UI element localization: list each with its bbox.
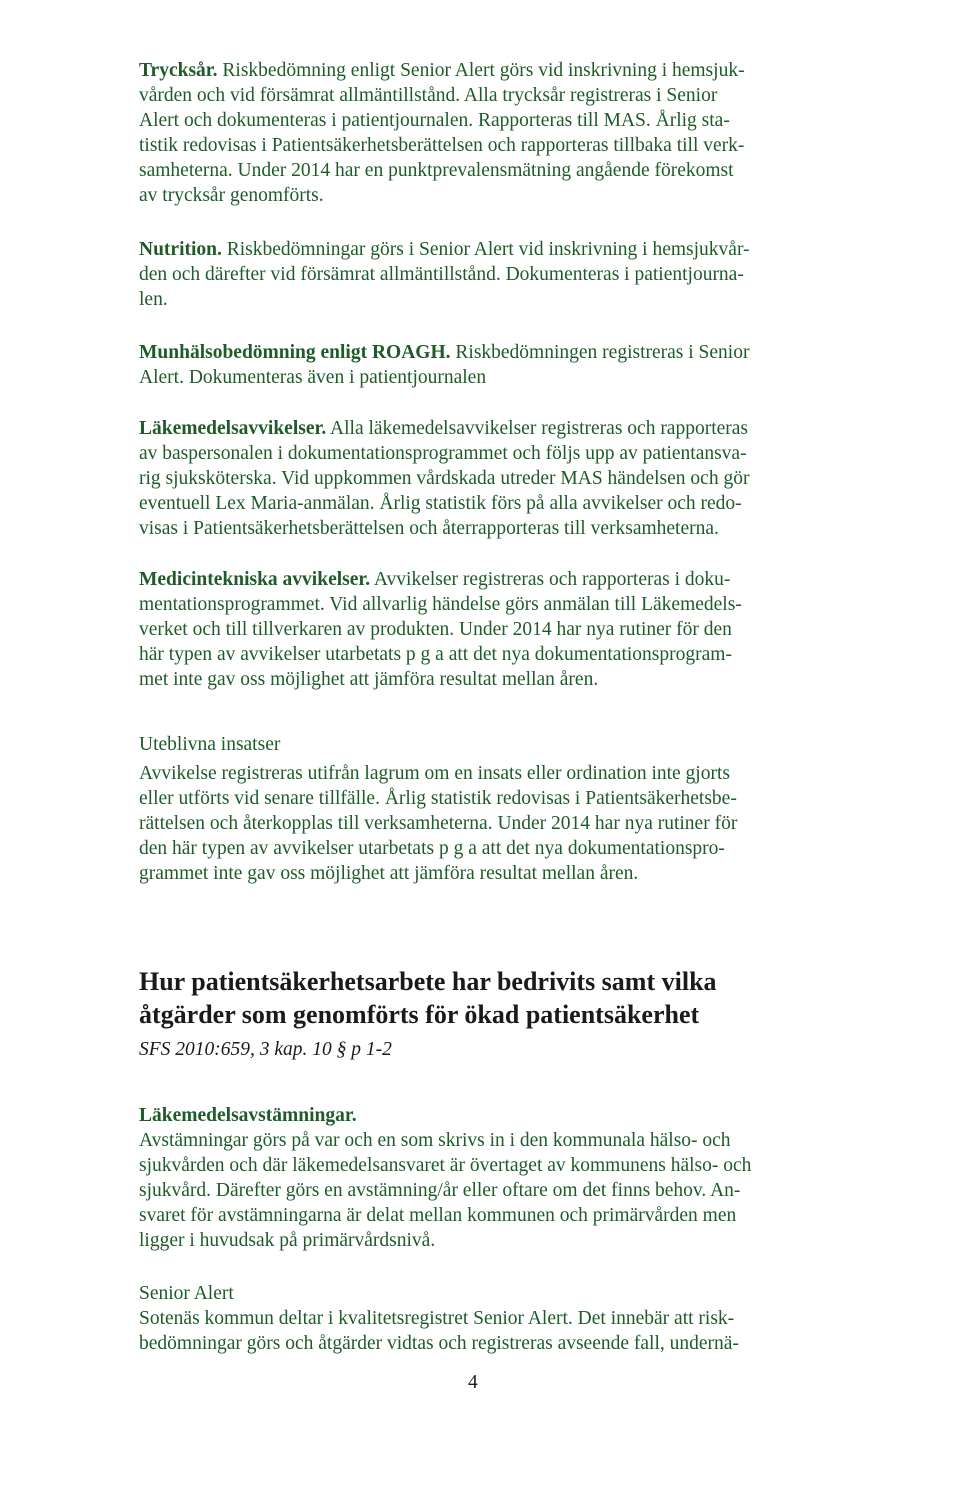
paragraph-line: bedömningar görs och åtgärder vidtas och registreras avseende fall, undernä- <box>139 1333 739 1354</box>
paragraph-line: vården och vid försämrat allmäntillstånd. Alla trycksår registreras i Senior <box>139 85 718 106</box>
paragraph-uteblivna <box>139 761 839 886</box>
section-heading-uteblivna: Uteblivna insatser <box>139 734 281 755</box>
section-heading-senior-alert: Senior Alert <box>139 1283 234 1304</box>
paragraph-line: här typen av avvikelser utarbetats p g a att det nya dokumentationsprogram- <box>139 644 732 665</box>
paragraph-line: met inte gav oss möjlighet att jämföra resultat mellan åren. <box>139 669 599 690</box>
paragraph-line: av baspersonalen i dokumentationsprogrammet och följs upp av patientansva- <box>139 443 747 464</box>
paragraph-line: eller utförts vid senare tillfälle. Årlig statistik redovisas i Patientsäkerhetsbe- <box>139 788 737 809</box>
paragraph-line: visas i Patientsäkerhetsberättelsen och återrapporteras till verksamheterna. <box>139 518 719 539</box>
paragraph-line: den och därefter vid försämrat allmäntillstånd. Dokumenteras i patientjourna- <box>139 264 744 285</box>
paragraph-line: den här typen av avvikelser utarbetats p g a att det nya dokumentationspro- <box>139 838 725 859</box>
paragraph-line: rättelsen och återkopplas till verksamheterna. Under 2014 har nya rutiner för <box>139 813 738 834</box>
paragraph-senior-alert <box>139 1306 839 1356</box>
paragraph-line: rig sjuksköterska. Vid uppkommen vårdskada utreder MAS händelsen och gör <box>139 468 750 489</box>
paragraph-line: sjukvård. Därefter görs en avstämning/år eller oftare om det finns behov. An- <box>139 1180 741 1201</box>
paragraph-line: ligger i huvudsak på primärvårdsnivå. <box>139 1230 436 1251</box>
paragraph-lead: Medicintekniska avvikelser. <box>139 569 371 590</box>
paragraph-line: Sotenäs kommun deltar i kvalitetsregistret Senior Alert. Det innebär att risk- <box>139 1308 735 1329</box>
paragraph-line: Alert. Dokumenteras även i patientjournalen <box>139 367 487 388</box>
paragraph-line: Trycksår. Riskbedömning enligt Senior Alert görs vid inskrivning i hemsjuk- <box>139 60 745 81</box>
paragraph-line: Avvikelse registreras utifrån lagrum om en insats eller ordination inte gjorts <box>139 763 730 784</box>
paragraph-nutrition <box>139 237 839 312</box>
paragraph-lakemedelsavstamningar <box>139 1128 839 1253</box>
paragraph-line: Nutrition. Riskbedömningar görs i Senior Alert vid inskrivning i hemsjukvår- <box>139 239 750 260</box>
main-heading <box>139 965 859 1031</box>
law-reference: SFS 2010:659, 3 kap. 10 § p 1-2 <box>139 1039 392 1060</box>
paragraph-line: svaret för avstämningarna är delat mellan kommunen och primärvården men <box>139 1205 737 1226</box>
paragraph-line: grammet inte gav oss möjlighet att jämföra resultat mellan åren. <box>139 863 639 884</box>
paragraph-lead: Nutrition. <box>139 239 222 260</box>
paragraph-line: samheterna. Under 2014 har en punktprevalensmätning angående förekomst <box>139 160 734 181</box>
paragraph-munhalsa <box>139 340 839 390</box>
page-number: 4 <box>468 1372 478 1393</box>
paragraph-line: verket och till tillverkaren av produkten. Under 2014 har nya rutiner för den <box>139 619 732 640</box>
heading-line: Hur patientsäkerhetsarbete har bedrivits samt vilka <box>139 967 717 996</box>
paragraph-line: Alert och dokumenteras i patientjournalen. Rapporteras till MAS. Årlig sta- <box>139 110 730 131</box>
paragraph-line: Läkemedelsavvikelser. Alla läkemedelsavvikelser registreras och rapporteras <box>139 418 749 439</box>
paragraph-lead: Trycksår. <box>139 60 218 81</box>
paragraph-line: sjukvården och där läkemedelsansvaret är övertaget av kommunens hälso- och <box>139 1155 752 1176</box>
paragraph-lead: Munhälsobedömning enligt ROAGH. <box>139 342 451 363</box>
paragraph-line: len. <box>139 289 168 310</box>
paragraph-line: Munhälsobedömning enligt ROAGH. Riskbedömningen registreras i Senior <box>139 342 750 363</box>
paragraph-lakemedelsavvikelser <box>139 416 839 541</box>
paragraph-line: eventuell Lex Maria-anmälan. Årlig statistik förs på alla avvikelser och redo- <box>139 493 742 514</box>
paragraph-line: av trycksår genomförts. <box>139 185 324 206</box>
section-heading-lakemedelsavstamningar: Läkemedelsavstämningar. <box>139 1105 357 1126</box>
paragraph-trycksar <box>139 58 839 208</box>
paragraph-medicintekniska <box>139 567 839 692</box>
paragraph-lead: Läkemedelsavvikelser. <box>139 418 327 439</box>
paragraph-line: Medicintekniska avvikelser. Avvikelser registreras och rapporteras i doku- <box>139 569 731 590</box>
paragraph-line: Avstämningar görs på var och en som skrivs in i den kommunala hälso- och <box>139 1130 731 1151</box>
paragraph-line: tistik redovisas i Patientsäkerhetsberättelsen och rapporteras tillbaka till verk- <box>139 135 745 156</box>
paragraph-line: mentationsprogrammet. Vid allvarlig händelse görs anmälan till Läkemedels- <box>139 594 742 615</box>
heading-line: åtgärder som genomförts för ökad patientsäkerhet <box>139 1000 700 1029</box>
